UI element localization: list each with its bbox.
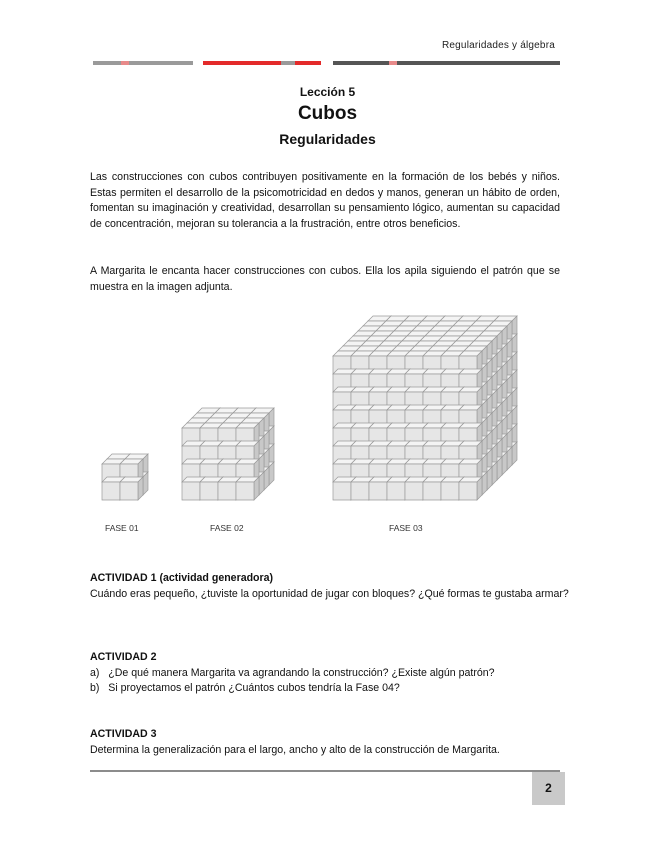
phase-1-cubes	[102, 454, 148, 500]
activity-1-title: ACTIVIDAD 1 (actividad generadora)	[90, 572, 274, 584]
activity-3-text: Determina la generalización para el largo, ancho y alto de la construcción de Margarita.	[90, 744, 500, 756]
header-bar-middle-gap	[281, 61, 295, 65]
phase-label-2: FASE 02	[210, 523, 244, 533]
activity-2-item-b-text: Si proyectamos el patrón ¿Cuántos cubos tendría la Fase 04?	[108, 682, 400, 694]
intro-paragraph-2: A Margarita le encanta hacer construcciones con cubos. Ella los apila siguiendo el patrón que se muestra en la imagen adjunta.	[90, 265, 560, 293]
cube-front-face	[236, 482, 254, 500]
cube-front-face	[102, 482, 120, 500]
cube-front-face	[120, 482, 138, 500]
header-bar-right-accent	[389, 61, 397, 65]
cube-front-face	[459, 482, 477, 500]
cube-front-face	[387, 482, 405, 500]
cube-front-face	[200, 482, 218, 500]
lesson-label: Lección 5	[299, 85, 356, 99]
activity-3-title: ACTIVIDAD 3	[90, 728, 157, 740]
phase-2-cubes	[182, 408, 274, 500]
page-number: 2	[532, 772, 565, 805]
activity-2-item-a-marker: a)	[90, 667, 100, 679]
cube	[459, 477, 482, 500]
cube-front-face	[333, 482, 351, 500]
cube-front-face	[405, 482, 423, 500]
cube-front-face	[351, 482, 369, 500]
activity-1-text: Cuándo eras pequeño, ¿tuviste la oportunidad de jugar con bloques? ¿Qué formas te gustaba armar?	[90, 588, 569, 600]
header-bar-left-accent	[121, 61, 129, 65]
footer-divider	[90, 770, 560, 772]
header-bar-right	[333, 61, 560, 65]
phase-label-1: FASE 01	[105, 523, 139, 533]
cube-figure	[0, 300, 655, 515]
page-subtitle: Regularidades	[279, 131, 376, 147]
page-title: Cubos	[297, 103, 358, 124]
activity-2-item-a-text: ¿De qué manera Margarita va agrandando la construcción? ¿Existe algún patrón?	[108, 667, 495, 679]
cube-front-face	[441, 482, 459, 500]
activity-2-item-b	[90, 681, 570, 696]
cube-front-face	[369, 482, 387, 500]
activity-2-item-b-marker: b)	[90, 682, 100, 694]
phase-3-cubes	[333, 316, 517, 500]
phase-label-3: FASE 03	[389, 523, 423, 533]
cube	[120, 477, 143, 500]
activity-2-title: ACTIVIDAD 2	[90, 651, 157, 663]
header-bar-middle	[203, 61, 321, 65]
section-header: Regularidades y álgebra	[441, 40, 555, 51]
cube	[236, 477, 259, 500]
cube-front-face	[182, 482, 200, 500]
activity-2-item-a	[90, 666, 570, 681]
intro-paragraph-1: Las construcciones con cubos contribuyen positivamente en la formación de los bebés y niños. Estas permiten el desarrollo de la psicomotricidad en dedos y manos, generan un hábito de orden, fomentan su imaginación y creatividad, desarrollan su pensamiento lógico, aumentan su capacidad de concentración, mejoran su tolerancia a la frustración, entre otros beneficios.	[90, 171, 560, 230]
cube-front-face	[423, 482, 441, 500]
cube-front-face	[218, 482, 236, 500]
header-bar-left	[93, 61, 193, 65]
